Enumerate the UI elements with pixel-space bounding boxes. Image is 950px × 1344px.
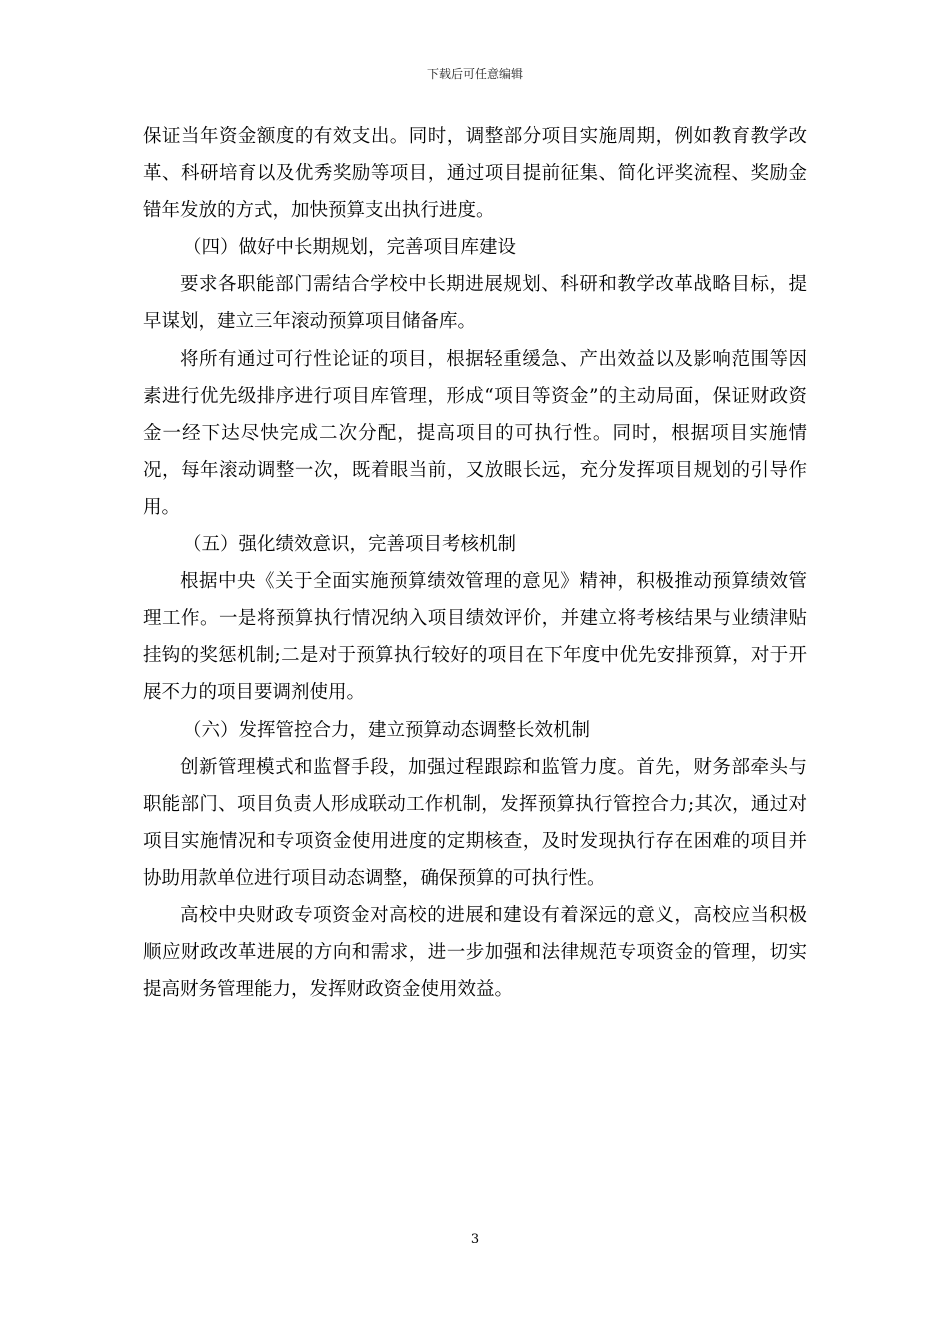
paragraph-dynamic-adjustment: 创新管理模式和监督手段，加强过程跟踪和监管力度。首先，财务部牵头与职能部门、项目负责人形成联动工作机制，发挥预算执行管控合力;其次，通过对项目实施情况和专项资金使用进度的定期核查，及时发现执行存在困难的项目并协助用款单位进行项目动态调整，确保预算的可执行性。: [143, 756, 807, 889]
paragraph-conclusion: 高校中央财政专项资金对高校的进展和建设有着深远的意义，高校应当积极顺应财政改革进展的方向和需求，进一步加强和法律规范专项资金的管理，切实提高财务管理能力，发挥财政资金使用效益。: [143, 904, 807, 1001]
paragraph-continuation: 保证当年资金额度的有效支出。同时，调整部分项目实施周期，例如教育教学改革、科研培育以及优秀奖励等项目，通过项目提前征集、简化评奖流程、奖励金错年发放的方式，加快预算支出执行进度。: [143, 126, 807, 222]
paragraph-performance-management: 根据中央《关于全面实施预算绩效管理的意见》精神，积极推动预算绩效管理工作。一是将预算执行情况纳入项目绩效评价，并建立将考核结果与业绩津贴挂钩的奖惩机制;二是对于预算执行较好的项目在下年度中优先安排预算，对于开展不力的项目要调剂使用。: [143, 571, 807, 704]
page-number: 3: [470, 1232, 480, 1247]
paragraph-project-library-requirement: 要求各职能部门需结合学校中长期进展规划、科研和教学改革战略目标，提早谋划，建立三年滚动预算项目储备库。: [143, 274, 807, 333]
page-header-note: 下载后可任意编辑: [426, 67, 523, 81]
section-heading-6: （六）发挥管控合力，建立预算动态调整长效机制: [183, 719, 591, 741]
section-heading-4: （四）做好中长期规划，完善项目库建设: [183, 237, 517, 259]
section-heading-5: （五）强化绩效意识，完善项目考核机制: [183, 534, 517, 556]
paragraph-project-prioritization: 将所有通过可行性论证的项目，根据轻重缓急、产出效益以及影响范围等因素进行优先级排序进行项目库管理，形成“项目等资金”的主动局面，保证财政资金一经下达尽快完成二次分配，提高项目的可执行性。同时，根据项目实施情况，每年滚动调整一次，既着眼当前，又放眼长远，充分发挥项目规划的引导作用。: [143, 348, 807, 518]
document-body: [143, 118, 807, 1008]
